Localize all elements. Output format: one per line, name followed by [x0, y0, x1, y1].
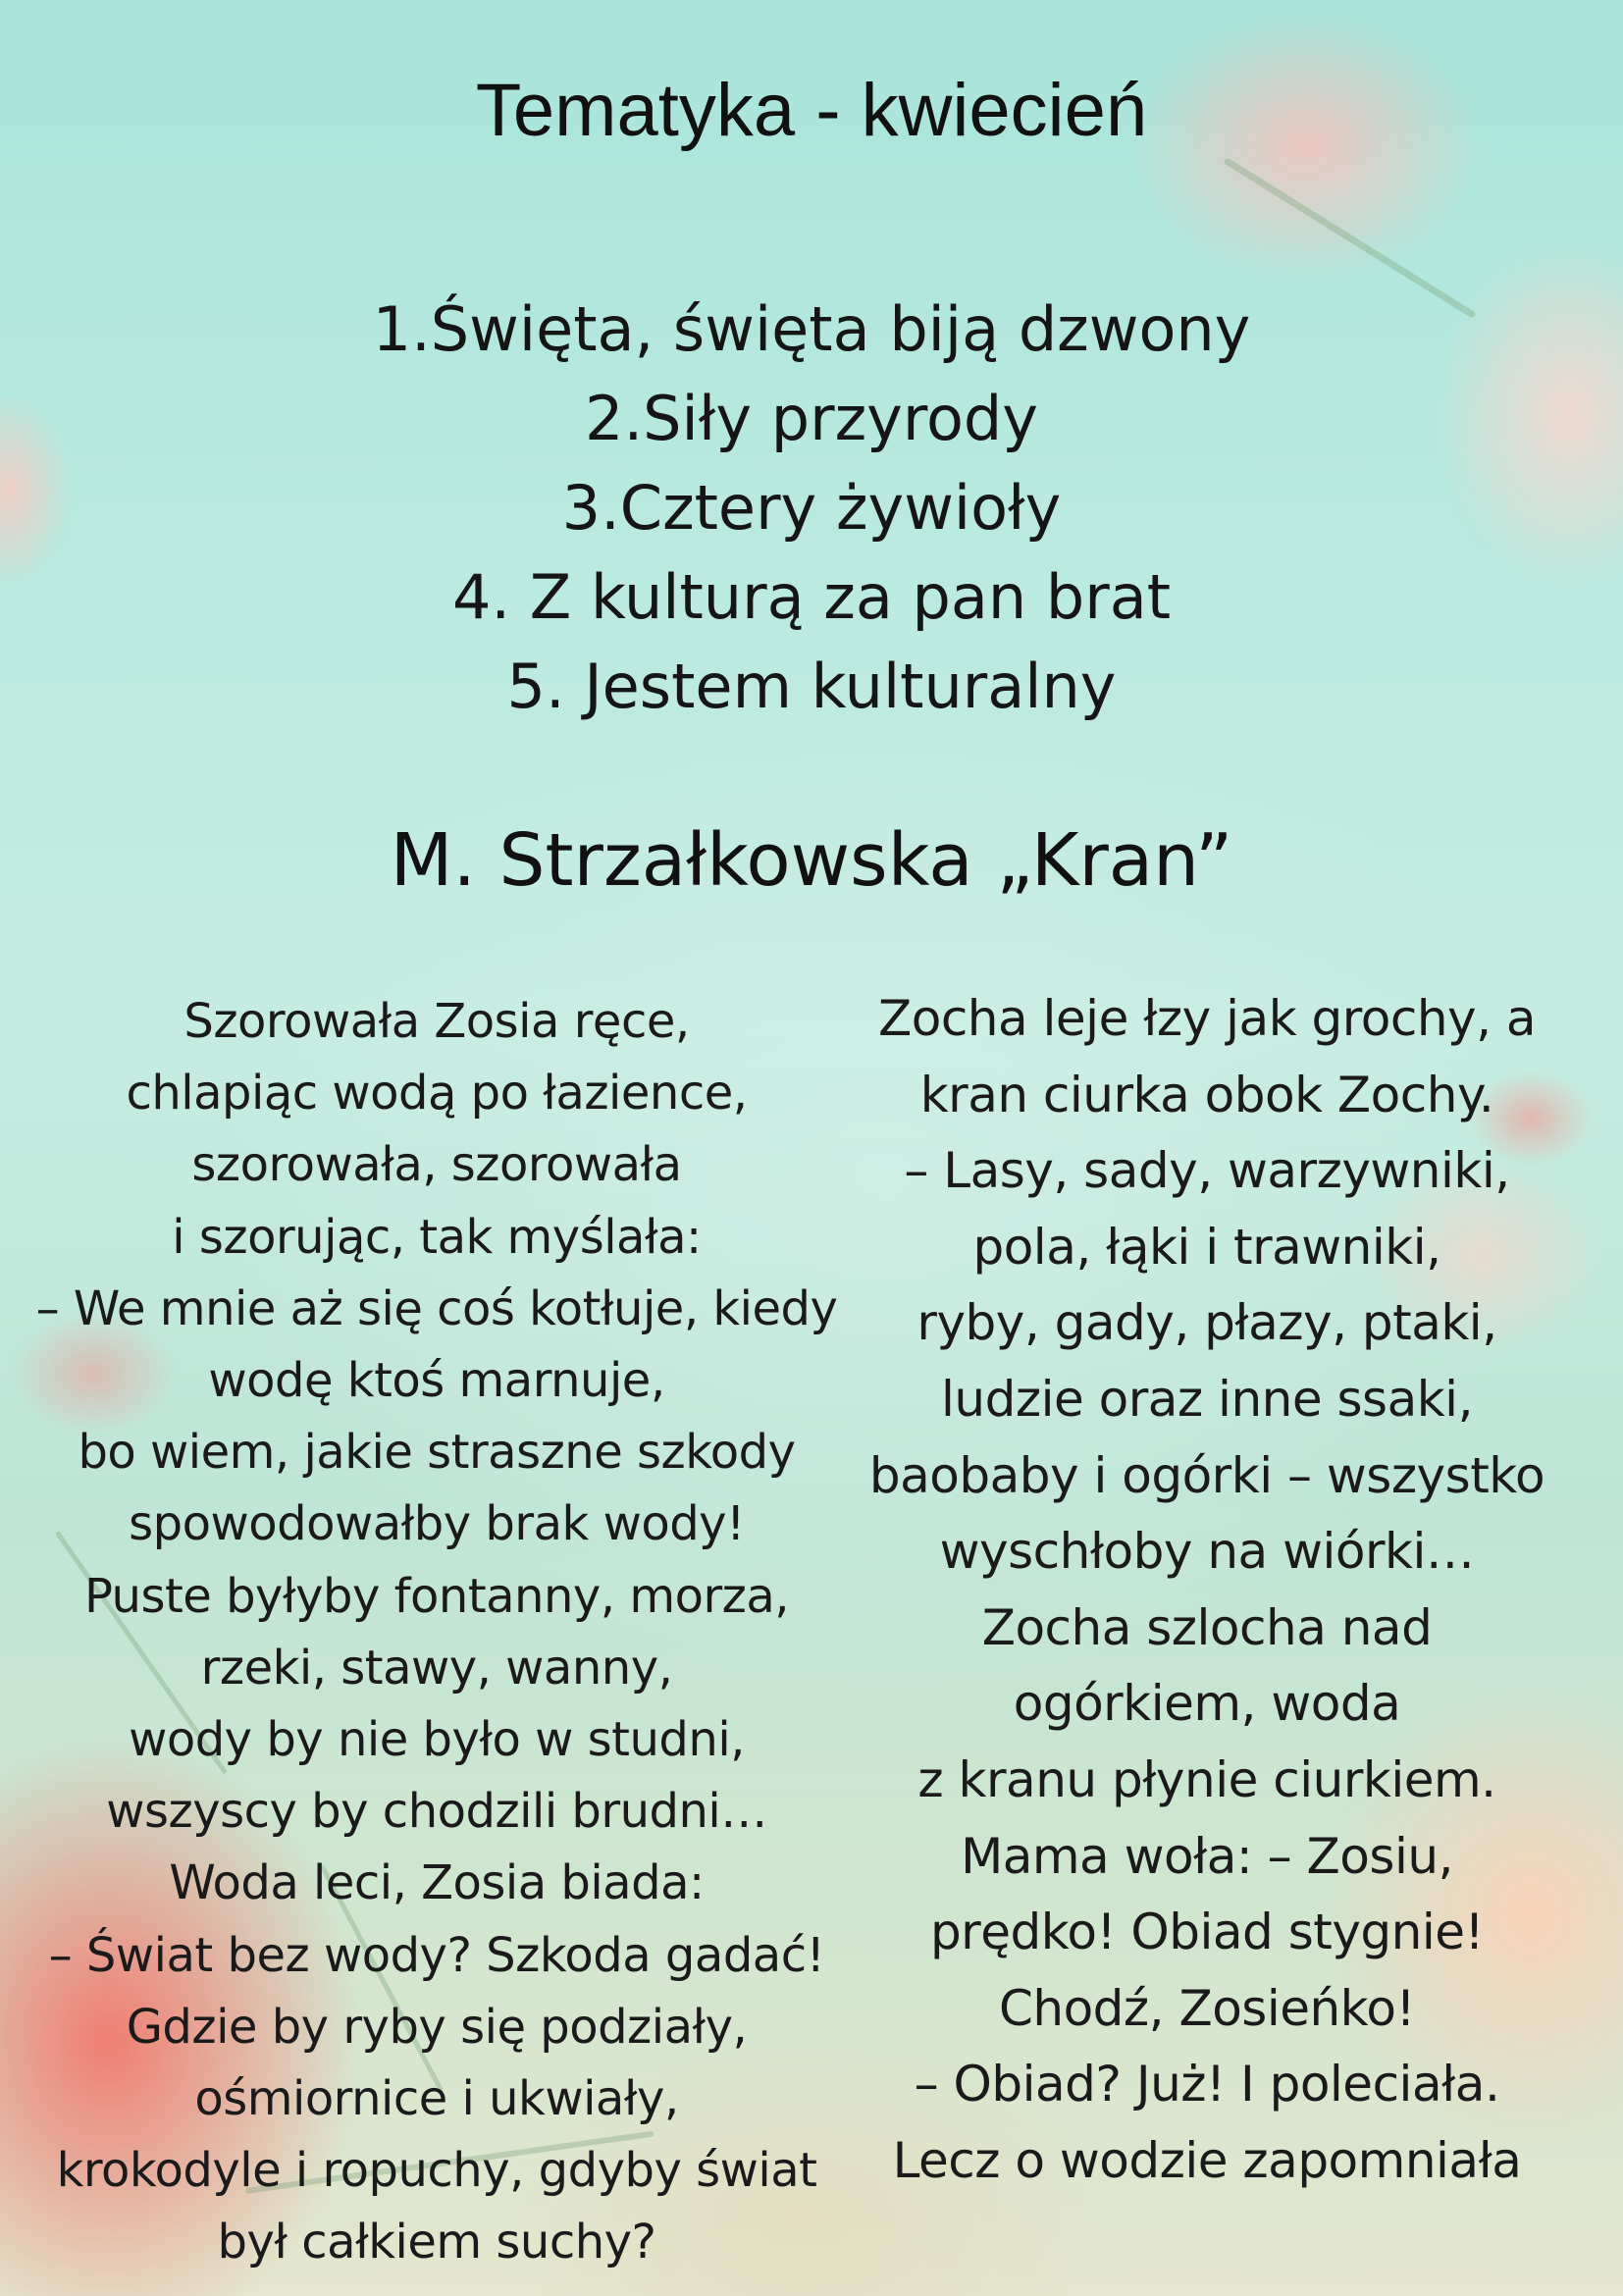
poem-line: Woda leci, Zosia biada: [169, 1855, 705, 1911]
themes-list [0, 285, 1623, 731]
poem-line: krokodyle i ropuchy, gdyby świat [56, 2143, 817, 2199]
poem-line: Szorowała Zosia ręce, [183, 994, 690, 1049]
poem-line: Lecz o wodzie zapomniała [892, 2131, 1522, 2189]
poem-line: – Świat bez wody? Szkoda gadać! [48, 1927, 825, 1983]
poem-line: chlapiąc wodą po łazience, [126, 1066, 748, 1122]
poem-line: ludzie oraz inne ssaki, [941, 1370, 1473, 1428]
poem-line: wody by nie było w studni, [129, 1712, 745, 1768]
theme-item: 4. Z kulturą za pan brat [451, 561, 1172, 633]
theme-item: 1.Święta, święta biją dzwony [372, 293, 1251, 365]
poem-line: – Obiad? Już! I poleciała. [914, 2056, 1500, 2113]
poem-line: ryby, gady, płazy, ptaki, [916, 1294, 1497, 1352]
theme-item: 5. Jestem kulturalny [506, 651, 1117, 722]
poem-line: ogórkiem, woda [1013, 1675, 1401, 1733]
poem-line: Chodź, Zosieńko! [998, 1979, 1415, 2037]
poem-heading: M. Strzałkowska „Kran” [390, 818, 1233, 903]
poem-line: wodę ktoś marnuje, [208, 1353, 665, 1409]
poem-line: i szorując, tak myślała: [172, 1209, 702, 1265]
poem-line: Zocha leje łzy jak grochy, a [877, 990, 1537, 1047]
poem-line: wyschłoby na wiórki… [939, 1523, 1475, 1581]
poem-line: Mama woła: – Zosiu, [961, 1827, 1453, 1885]
poem-line: Puste byłyby fontanny, morza, [83, 1568, 790, 1624]
poem-line: z kranu płynie ciurkiem. [917, 1750, 1496, 1808]
poem-line: pola, łąki i trawniki, [972, 1218, 1441, 1276]
poem-line: rzeki, stawy, wanny, [200, 1640, 673, 1696]
poem-line: Zocha szlocha nad [981, 1598, 1433, 1656]
theme-item: 3.Cztery żywioły [561, 472, 1062, 544]
poem-column-left [0, 986, 873, 2279]
poem-line: spowodowałby brak wody! [129, 1496, 745, 1552]
poem-line: ośmiornice i ukwiały, [194, 2071, 679, 2127]
poem-line: Gdzie by ryby się podziały, [126, 1999, 748, 2055]
poem-line: prędko! Obiad stygnie! [929, 1904, 1485, 1961]
poem-line: – We mnie aż się coś kotłuje, kiedy [35, 1280, 838, 1336]
poem-line: kran ciurka obok Zochy. [919, 1066, 1494, 1123]
poem-line: szorowała, szorowała [191, 1137, 682, 1193]
poem-column-right [844, 981, 1570, 2200]
poem-line: – Lasy, sady, warzywniki, [904, 1142, 1510, 1200]
page-title: Tematyka - kwiecień [475, 69, 1148, 152]
poem-line: bo wiem, jakie straszne szkody [78, 1425, 796, 1481]
theme-item: 2.Siły przyrody [585, 383, 1038, 454]
poem-line: baobaby i ogórki – wszystko [868, 1446, 1545, 1504]
poem-line: wszyscy by chodzili brudni… [106, 1784, 767, 1840]
poem-line: był całkiem suchy? [217, 2215, 656, 2270]
